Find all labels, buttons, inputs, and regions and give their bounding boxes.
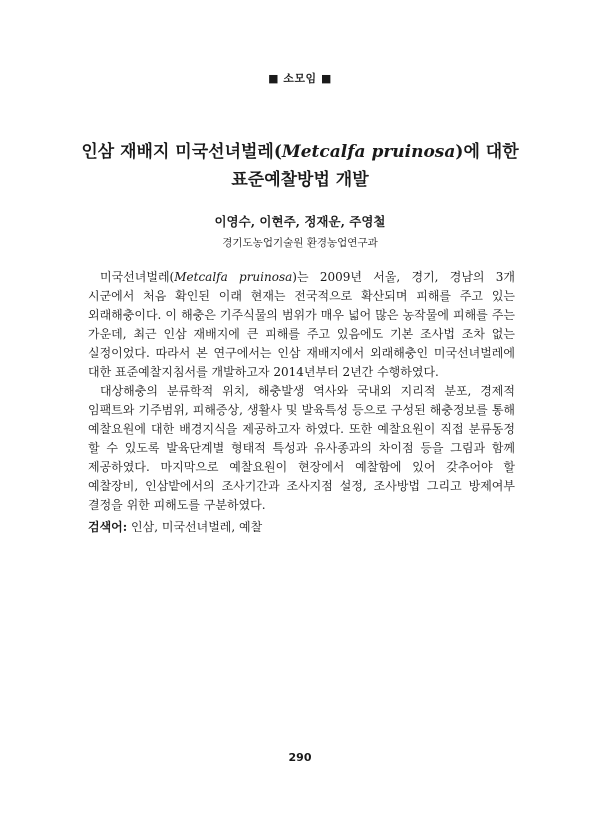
abstract-paragraph-2: 대상해충의 분류학적 위치, 해충발생 역사와 국내외 지리적 분포, 경제적 임팩트와 기주범위, 피해증상, 생활사 및 발육특성 등으로 구성된 해충정보를 통해 예찰요원에 대한 배경지식을 제공하고자 하였다. 또한 예찰요원이 직접 분류동정 할 수 있도록 발육단계별 형태적 특성과 유사종과의 차이점 등을 그림과 함께 제공하였다. 마지막으로 예찰요원이 현장에서 예찰함에 있어 갖추어야 할 예찰장비, 인삼밭에서의 조사기간과 조사지점 설정, 조사방법 그리고 방제여부 결정을 위한 피해도를 구분하였다. bbox=[88, 384, 515, 512]
paper-title bbox=[60, 138, 540, 194]
keywords bbox=[88, 518, 515, 535]
title-suffix: )에 대한 bbox=[455, 142, 519, 162]
title-species: Metcalfa pruinosa bbox=[281, 142, 456, 162]
title-prefix: 인삼 재배지 미국선녀벌레( bbox=[81, 142, 282, 162]
abstract-p1-prefix: 미국선녀벌레( bbox=[100, 270, 175, 284]
keywords-label: 검색어: bbox=[88, 520, 128, 534]
keywords-value: 인삼, 미국선녀벌레, 예찰 bbox=[127, 520, 263, 534]
section-tag: ■ 소모임 ■ bbox=[268, 72, 332, 85]
authors: 이영수, 이현주, 정재운, 주영철 bbox=[214, 214, 386, 229]
abstract-paragraph-1 bbox=[88, 268, 515, 382]
title-line-1 bbox=[60, 138, 540, 166]
title-line-2: 표준예찰방법 개발 bbox=[231, 170, 369, 190]
abstract-species: Metcalfa pruinosa bbox=[174, 270, 293, 284]
affiliation: 경기도농업기술원 환경농업연구과 bbox=[222, 237, 378, 249]
abstract-p1-suffix: )는 2009년 서울, 경기, 경남의 3개 시군에서 처음 확인된 이래 현재는 전국적으로 확산되며 피해를 주고 있는 외래해충이다. 이 해충은 기주식물의 범위가 매우 넓어 많은 농작물에 피해를 주는 가운데, 최근 인삼 재배지에 큰 피해를 주고 있음에도 기본 조사법 조차 없는 실정이었다. 따라서 본 연구에서는 인삼 재배지에서 외래해충인 미국선녀벌레에 대한 표준예찰지침서를 개발하고자 2014년부터 2년간 수행하였다. bbox=[88, 270, 515, 379]
page-number: 290 bbox=[288, 751, 312, 764]
abstract bbox=[88, 268, 515, 515]
